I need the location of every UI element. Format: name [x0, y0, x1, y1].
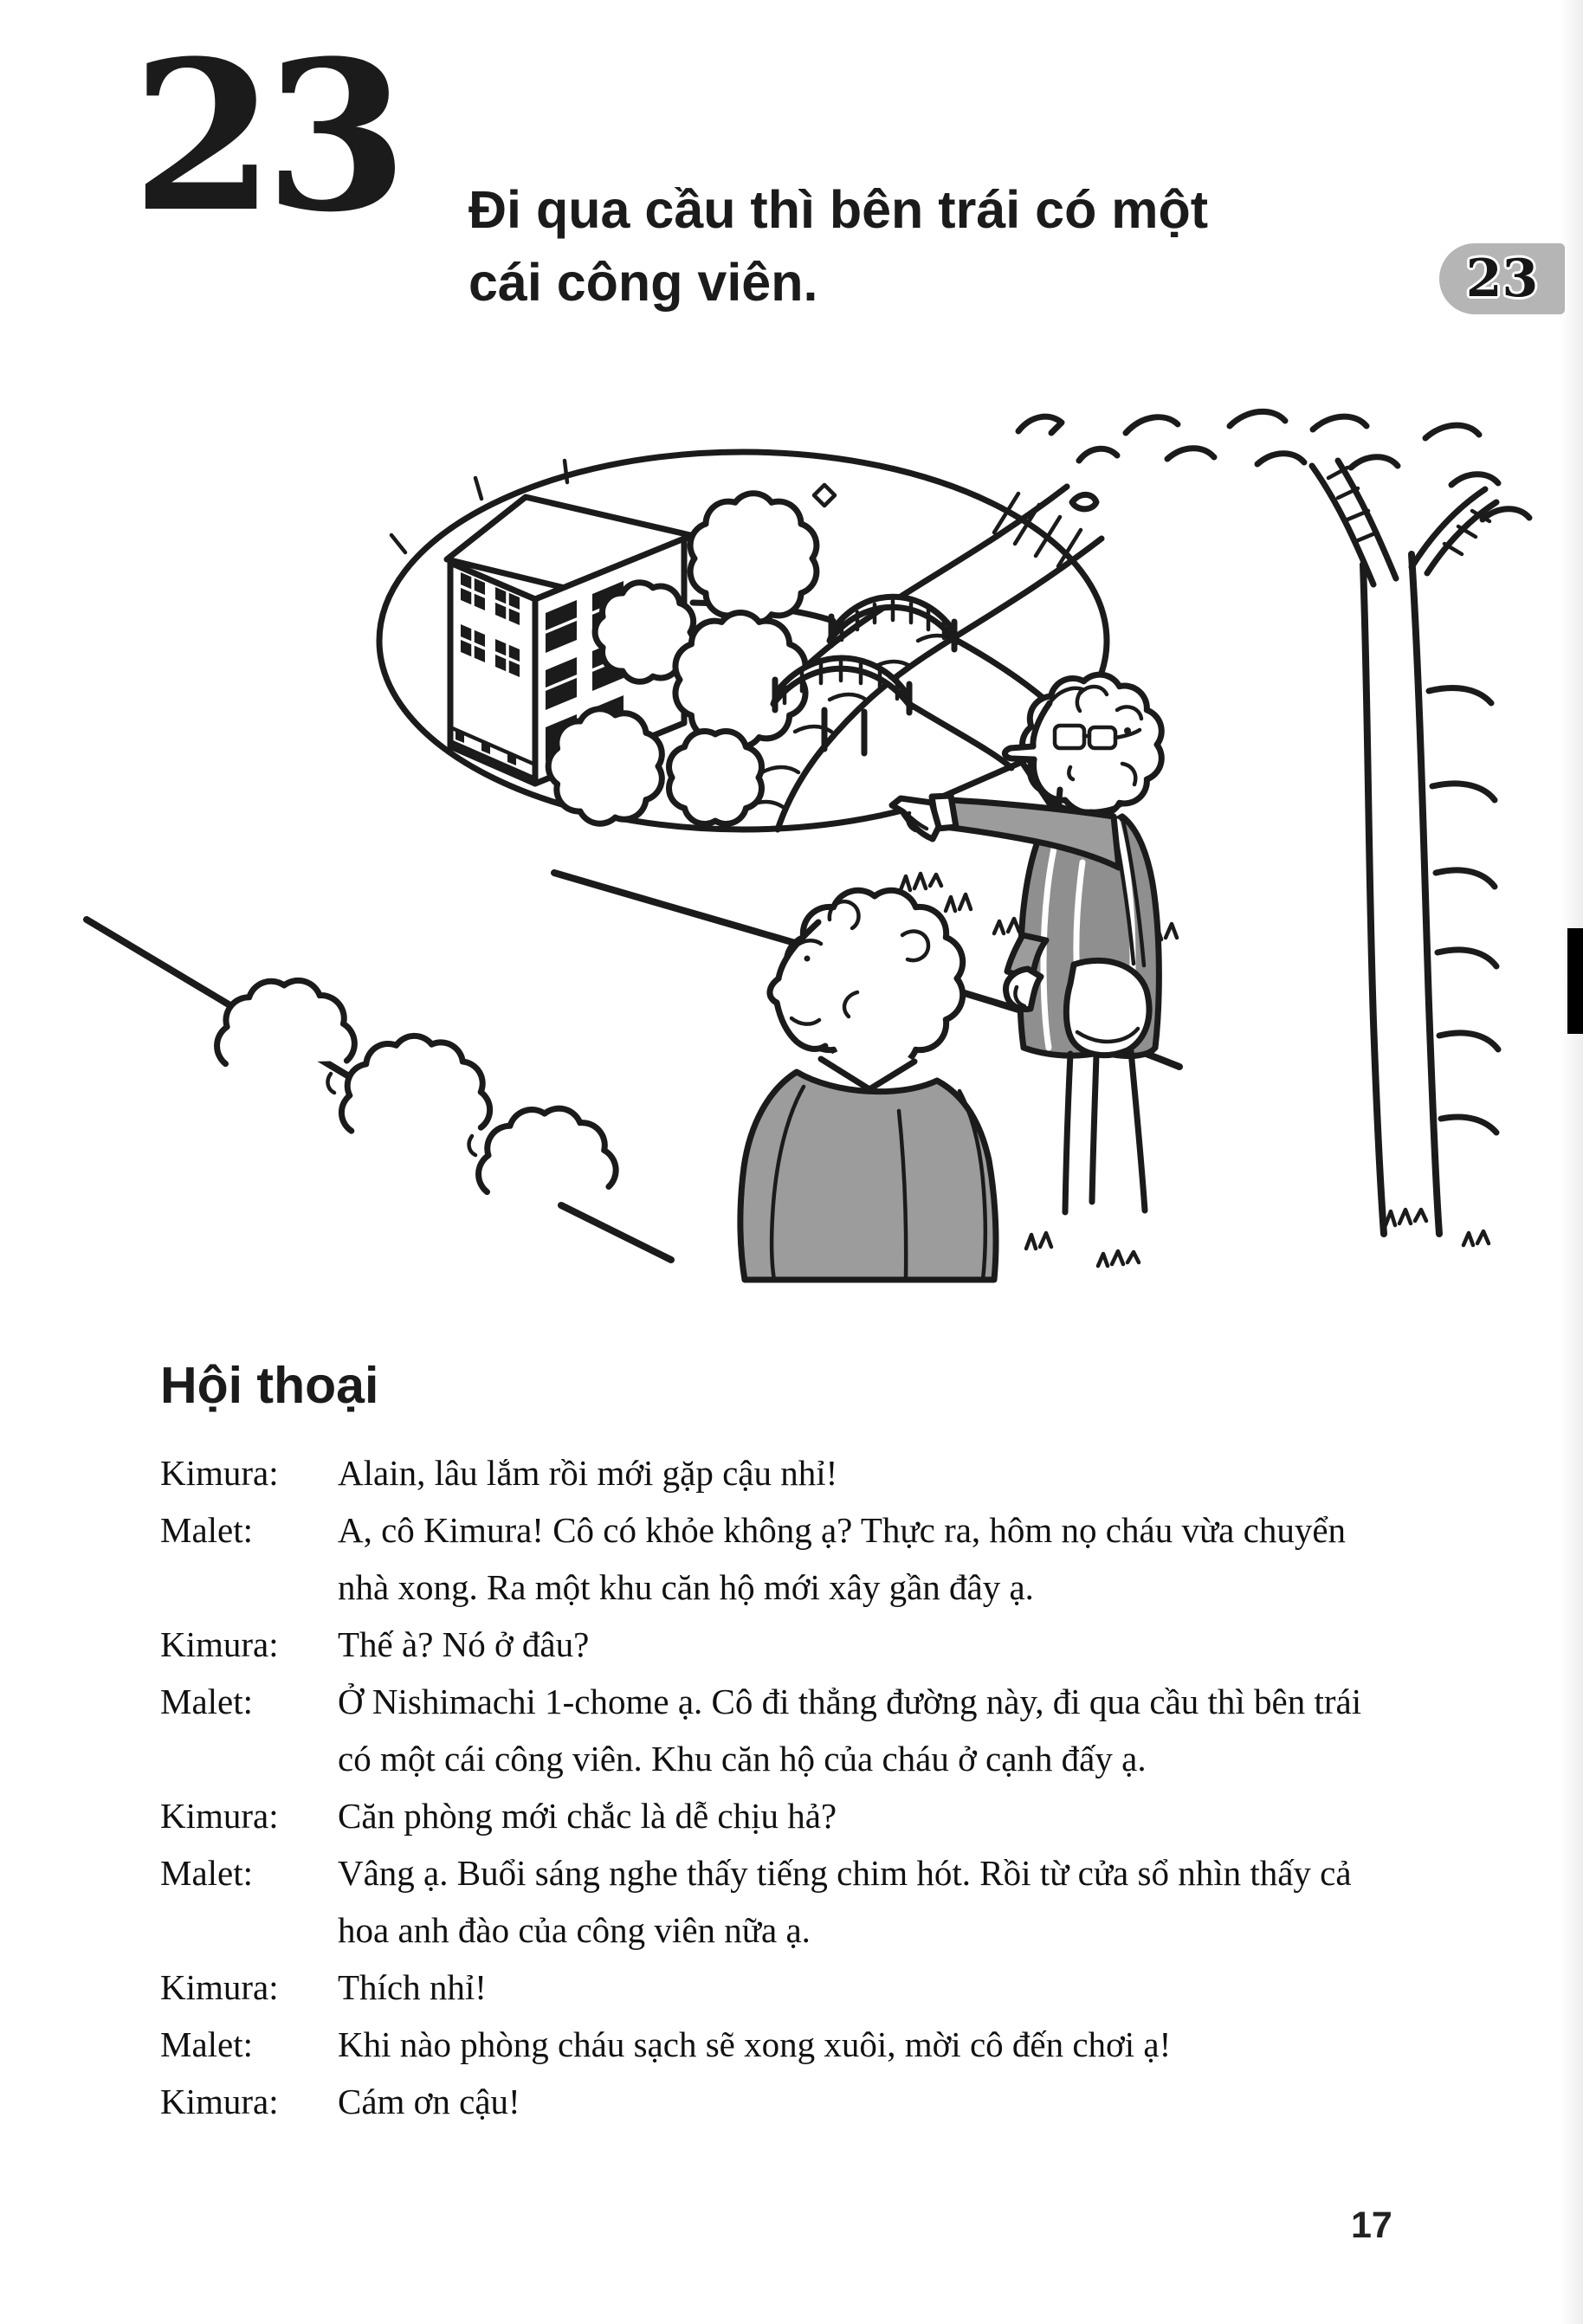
speaker-label: Malet: [160, 2024, 254, 2064]
branch-stubs [1429, 688, 1498, 1133]
woman-top [740, 1072, 996, 1280]
speaker-label: Kimura: [160, 1967, 279, 2007]
bushes [217, 980, 617, 1191]
dialogue-line: Khi nào phòng cháu sạch sẽ xong xuôi, mời cô đến chơi ạ! [338, 2024, 1172, 2064]
dialogue-turn [160, 1501, 1468, 1616]
speaker-label: Kimura: [160, 1796, 279, 1836]
dialogue-line: Thích nhỉ! [338, 1967, 487, 2007]
man-legs [1065, 1051, 1145, 1212]
speaker-label: Malet: [160, 1510, 254, 1550]
dialogue-turn [160, 2073, 1468, 2130]
page-number: 17 [1351, 2205, 1392, 2246]
foliage [1018, 411, 1529, 520]
dialogue-line: hoa anh đào của công viên nữa ạ. [338, 1910, 811, 1950]
man-pointing-hand [892, 798, 939, 839]
page-edge-tab [1567, 928, 1583, 1034]
speaker-label: Kimura: [160, 1624, 279, 1664]
dialogue-line: Thế à? Nó ở đâu? [338, 1624, 590, 1664]
turn-lines [338, 1844, 1468, 1959]
turn-lines [338, 1673, 1468, 1787]
speaker-label: Kimura: [160, 1453, 279, 1493]
dialogue-turn [160, 2016, 1468, 2073]
woman-eye [804, 956, 811, 962]
speaker-label: Malet: [160, 1682, 254, 1721]
dialogue-turn [160, 1959, 1468, 2016]
turn-lines [338, 1959, 1468, 2016]
dialogue-line: Cám ơn cậu! [338, 2082, 520, 2121]
road-lines [87, 873, 1179, 1260]
dialogue-turn [160, 1444, 1468, 1501]
dialogue-turn [160, 1844, 1468, 1959]
turn-lines [338, 2016, 1468, 2073]
illustration [0, 381, 1583, 1299]
dialogue-list [160, 1444, 1468, 2130]
lesson-number: 23 [132, 16, 398, 258]
speaker-label: Kimura: [160, 2082, 279, 2121]
dialogue-line: Ở Nishimachi 1-chome ạ. Cô đi thẳng đường này, đi qua cầu thì bên trái [338, 1682, 1362, 1721]
dialogue-line: Vâng ạ. Buổi sáng nghe thấy tiếng chim hót. Rồi từ cửa sổ nhìn thấy cả [338, 1853, 1352, 1893]
dialogue-line: Alain, lâu lắm rồi mới gặp cậu nhỉ! [338, 1453, 838, 1493]
dialogue-line: nhà xong. Ra một khu căn hộ mới xây gần đây ạ. [338, 1567, 1034, 1607]
dialogue-line: có một cái công viên. Khu căn hộ của cháu ở cạnh đấy ạ. [338, 1739, 1147, 1779]
dialogue-line: Căn phòng mới chắc là dễ chịu hả? [338, 1796, 837, 1836]
dialogue-line: A, cô Kimura! Cô có khỏe không ạ? Thực ra, hôm nọ cháu vừa chuyển [338, 1510, 1347, 1550]
turn-lines [338, 1616, 1468, 1673]
dialogue-turn [160, 1616, 1468, 1673]
dialogue-turn [160, 1787, 1468, 1844]
turn-lines [338, 2073, 1468, 2130]
turn-lines [338, 1444, 1468, 1501]
turn-lines [338, 1501, 1468, 1616]
man-eye [1124, 727, 1131, 734]
dialogue-turn [160, 1673, 1468, 1787]
lesson-title-line1: Đi qua cầu thì bên trái có một [468, 180, 1209, 239]
dialogue-heading: Hội thoại [160, 1357, 379, 1414]
woman [740, 890, 996, 1280]
lesson-title [468, 173, 1334, 319]
speaker-label: Malet: [160, 1853, 254, 1893]
turn-lines [338, 1787, 1468, 1844]
lesson-number-badge: 23 [1439, 243, 1565, 314]
lesson-title-line2: cái công viên. [468, 253, 818, 312]
